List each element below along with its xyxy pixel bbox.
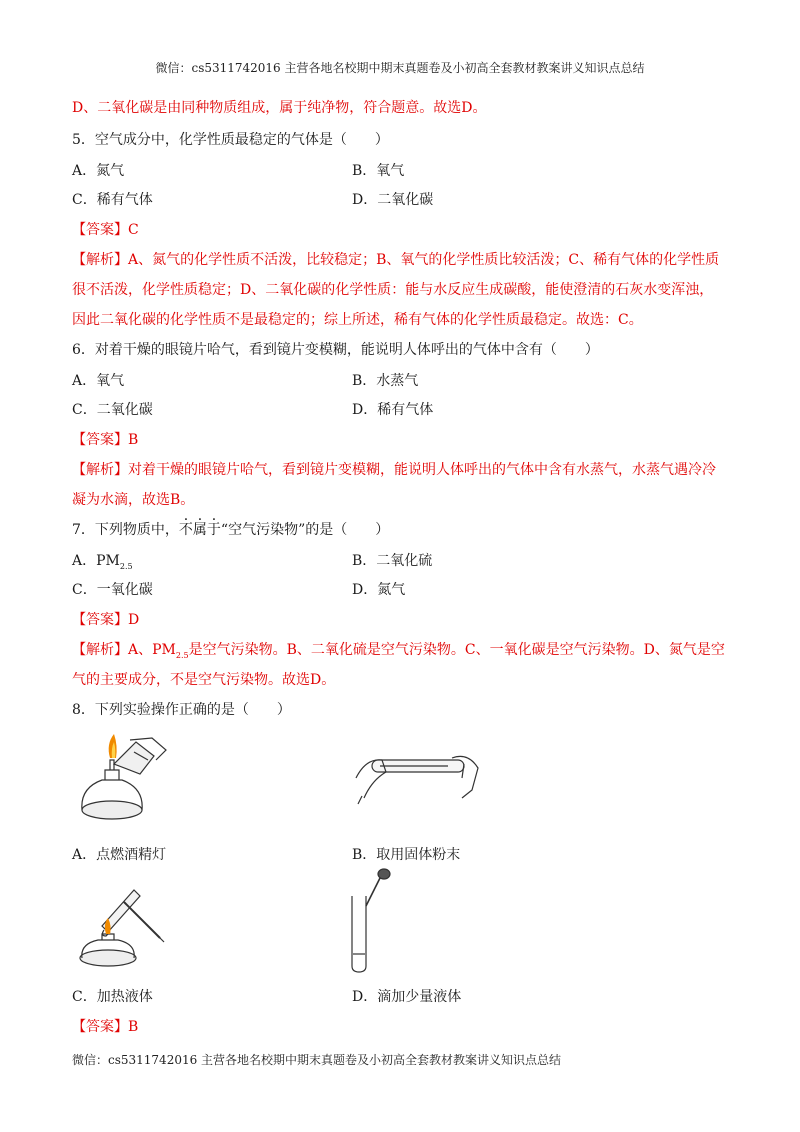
- q5-analysis-line-3: 因此二氧化碳的化学性质不是最稳定的；综上所述，稀有气体的化学性质最稳定。故选：C。: [72, 312, 643, 328]
- q6-analysis-line-1: 【解析】对着干燥的眼镜片哈气，看到镜片变模糊，能说明人体呼出的气体中含有水蒸气，水蒸气遇冷冷: [72, 462, 716, 478]
- q7-answer: 【答案】D: [72, 612, 140, 628]
- q7-analysis-rest: 是空气污染物。B、二氧化硫是空气污染物。C、一氧化碳是空气污染物。D、氮气是空: [188, 642, 725, 658]
- prev-answer-tail: D、二氧化碳是由同种物质组成，属于纯净物，符合题意。故选D。: [72, 100, 487, 116]
- page-footer: 微信：cs5311742016 主营各地名校期中期末真题卷及小初高全套教材教案讲义知识点总结: [72, 1053, 562, 1067]
- q5-option-c: C．稀有气体: [72, 192, 153, 208]
- q5-analysis-line-2: 很不活泼，化学性质稳定；D、二氧化碳的化学性质：能与水反应生成碳酸，能使澄清的石灰水变浑浊，: [72, 282, 714, 298]
- q8-option-b: B．取用固体粉末: [352, 847, 461, 863]
- q7-emphasis-char: 属: [192, 522, 207, 538]
- q7-stem: [72, 520, 389, 540]
- q8-option-c: C．加热液体: [72, 989, 153, 1005]
- q5-answer: 【答案】C: [72, 222, 139, 238]
- q6-stem: 6．对着干燥的眼镜片哈气，看到镜片变模糊，能说明人体呼出的气体中含有（ ）: [72, 342, 599, 358]
- q7-option-a: [72, 551, 133, 577]
- q7-stem-end: “空气污染物”的是（ ）: [220, 522, 390, 538]
- q5-option-a: A．氮气: [72, 163, 125, 179]
- q8-option-a: A．点燃酒精灯: [72, 847, 167, 863]
- q5-option-b: B．氧气: [352, 163, 405, 179]
- q7-option-a-text: A．PM: [72, 553, 120, 569]
- q6-option-b: B．水蒸气: [352, 373, 419, 389]
- q8-answer: 【答案】B: [72, 1019, 139, 1035]
- q5-analysis-line-1: 【解析】A、氮气的化学性质不活泼，比较稳定；B、氧气的化学性质比较活泼；C、稀有气体的化学性质: [72, 252, 720, 268]
- q7-analysis-start: 【解析】A、PM: [72, 642, 176, 658]
- q6-option-d: D．稀有气体: [352, 402, 434, 418]
- solid-powder-figure: [352, 738, 482, 808]
- q7-option-d: D．氮气: [352, 582, 406, 598]
- q6-answer: 【答案】B: [72, 432, 139, 448]
- q5-option-d: D．二氧化碳: [352, 192, 434, 208]
- q7-emphasis-char: 于: [206, 522, 221, 538]
- q8-option-d: D．滴加少量液体: [352, 989, 462, 1005]
- q5-stem: 5．空气成分中，化学性质最稳定的气体是（ ）: [72, 132, 389, 148]
- q6-option-c: C．二氧化碳: [72, 402, 153, 418]
- q8-stem: 8．下列实验操作正确的是（ ）: [72, 702, 291, 718]
- q6-option-a: A．氧气: [72, 373, 125, 389]
- q7-analysis-line-2: 气的主要成分，不是空气污染物。故选D。: [72, 672, 336, 688]
- q7-option-a-subscript: 2.5: [119, 561, 133, 571]
- q7-stem-start: 7．下列物质中，: [72, 522, 179, 538]
- q7-option-b: B．二氧化硫: [352, 553, 433, 569]
- q7-option-c: C．一氧化碳: [72, 582, 153, 598]
- q7-analysis-line-1: [72, 640, 725, 666]
- page-header: 微信：cs5311742016 主营各地名校期中期末真题卷及小初高全套教材教案讲义知识点总结: [155, 61, 645, 75]
- q6-analysis-line-2: 凝为水滴，故选B。: [72, 492, 195, 508]
- heating-liquid-figure: [72, 880, 172, 970]
- q7-emphasis-char: 不: [178, 522, 193, 538]
- dropper-figure: [340, 866, 400, 976]
- q7-analysis-subscript: 2.5: [175, 650, 189, 660]
- alcohol-lamp-lighting-figure: [70, 730, 180, 830]
